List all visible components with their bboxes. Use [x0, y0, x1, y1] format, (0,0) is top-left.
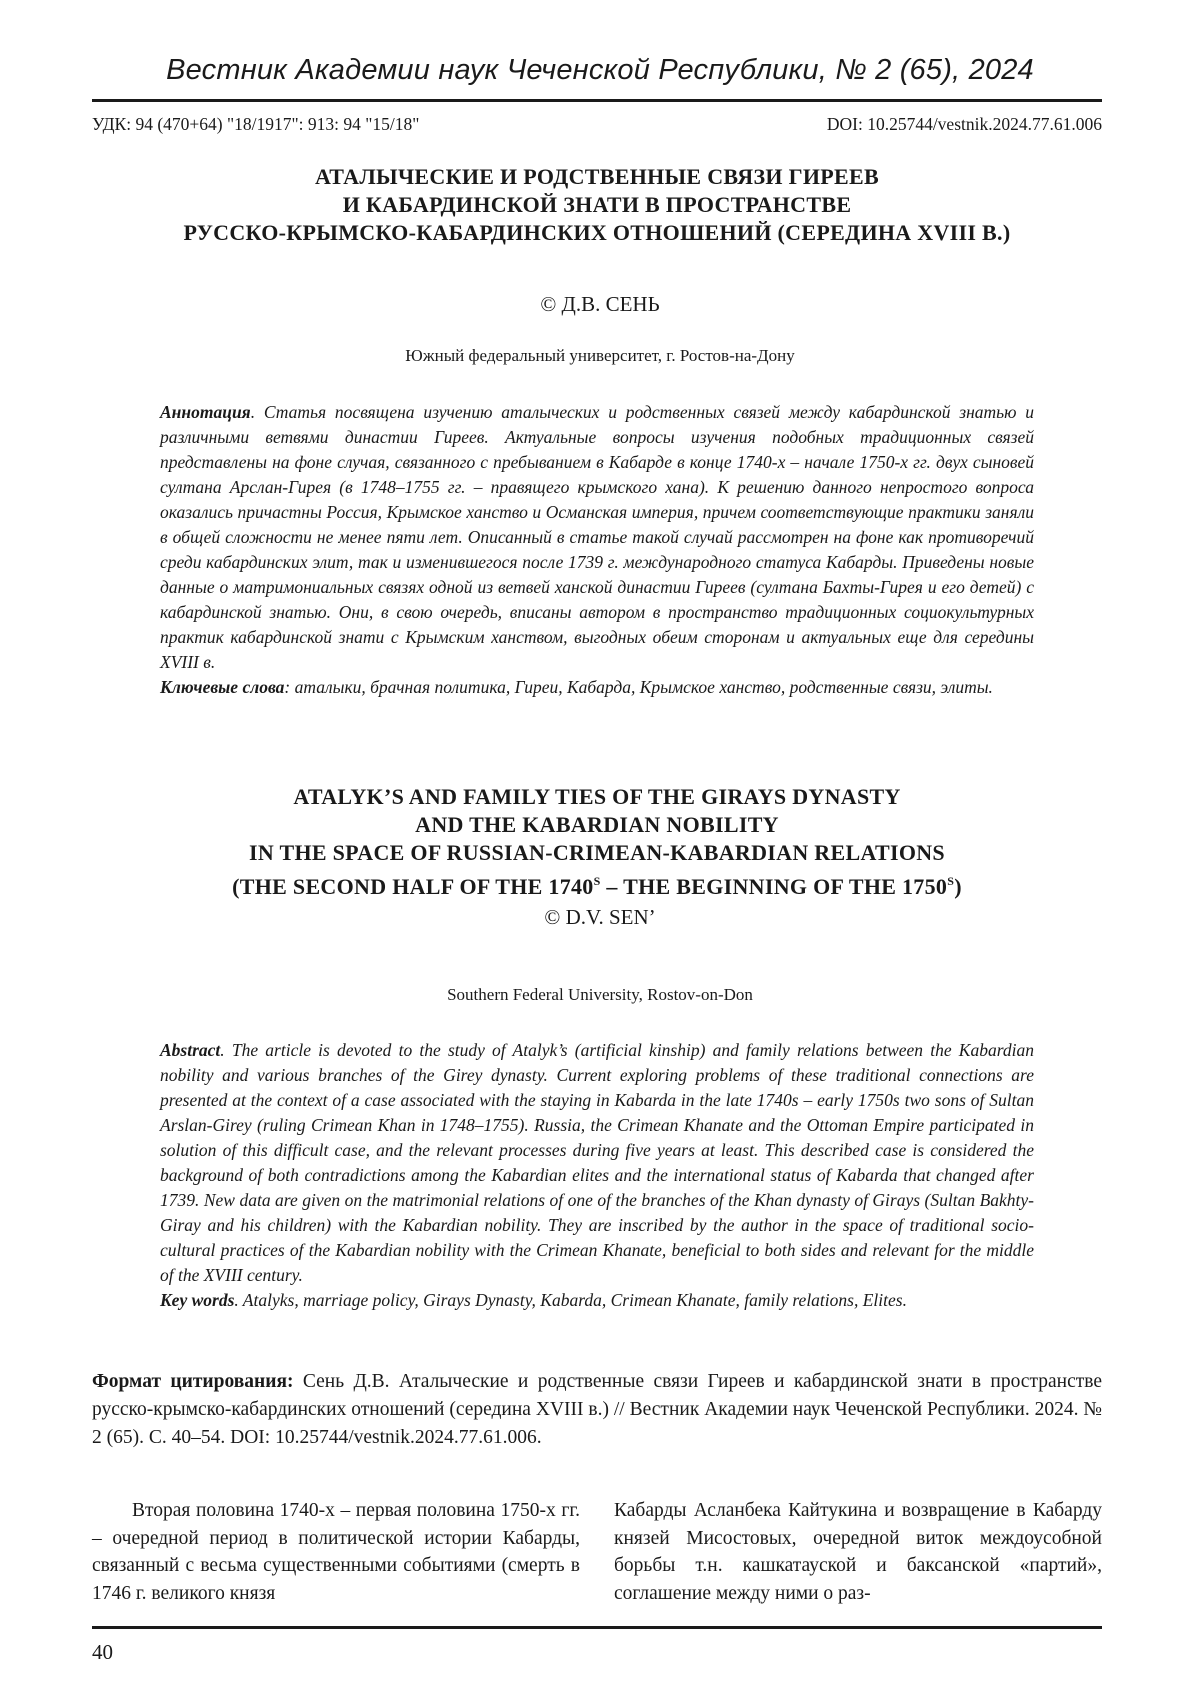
keywords-paragraph — [160, 1288, 1034, 1313]
abstract-paragraph — [160, 400, 1034, 675]
title-russian — [92, 163, 1102, 247]
abstract-label: Abstract — [160, 1040, 221, 1060]
title-line: IN THE SPACE OF RUSSIAN-CRIMEAN-KABARDIAN RELATIONS — [249, 840, 945, 865]
affiliation-english: Southern Federal University, Rostov-on-Don — [447, 985, 753, 1004]
title-line: АТАЛЫЧЕСКИЕ И РОДСТВЕННЫЕ СВЯЗИ ГИРЕЕВ — [315, 164, 879, 189]
footer-rule — [92, 1626, 1102, 1629]
keywords-paragraph — [160, 675, 1034, 700]
citation-label: Формат цитирования: — [92, 1371, 294, 1392]
journal-header: Вестник Академии наук Чеченской Республики, № 2 (65), 2024 — [166, 54, 1034, 86]
author-english: © D.V. SEN’ — [544, 905, 656, 929]
udk-code: УДК: 94 (470+64) "18/1917": 913: 94 "15/18" — [92, 114, 420, 134]
abstract-english — [160, 1038, 1034, 1313]
body-column-left — [92, 1497, 580, 1607]
title-line: AND THE KABARDIAN NOBILITY — [415, 812, 779, 837]
keywords-label: Key words — [160, 1290, 235, 1310]
title-line: РУССКО-КРЫМСКО-КАБАРДИНСКИХ ОТНОШЕНИЙ (СЕРЕДИНА XVIII В.) — [183, 220, 1011, 245]
keywords-text: : аталыки, брачная политика, Гиреи, Кабарда, Крымское ханство, родственные связи, элиты. — [284, 677, 993, 697]
citation-format — [92, 1368, 1102, 1452]
affiliation-russian: Южный федеральный университет, г. Ростов-на-Дону — [405, 346, 795, 365]
keywords-label: Ключевые слова — [160, 677, 285, 697]
title-line: ATALYK’S AND FAMILY TIES OF THE GIRAYS DYNASTY — [293, 784, 901, 809]
abstract-paragraph — [160, 1038, 1034, 1288]
author-russian: © Д.В. СЕНЬ — [540, 292, 660, 316]
citation-text: Сень Д.В. Аталыческие и родственные связи Гиреев и кабардинской знати в пространстве русско-крымско-кабардинских отношений (середина XVIII в.) // Вестник Академии наук Чеченской Республики. 2024. № 2 (65). С. 40–54. DOI: 10.25744/vestnik.2024.77.61.006. — [92, 1371, 1102, 1448]
title-english — [92, 783, 1102, 901]
body-column-right: Кабарды Асланбека Кайтукина и возвращение в Кабарду князей Мисостовых, очередной виток междоусобной борьбы т.н. кашкатауской и баксанской «партий», соглашение между ними о раз- — [614, 1500, 1102, 1604]
title-line: (THE SECOND HALF OF THE $1740^S$ – THE BEGINNING OF THE $1750^S$) — [232, 874, 962, 899]
abstract-text: . Статья посвящена изучению аталыческих и родственных связей между кабардинской знатью и различными ветвями династии Гиреев. Актуальные вопросы изучения подобных традиционных связей представлены на фоне случая, связанного с пребыванием в Кабарде в конце 1740-х – начале 1750-х гг. двух сыновей султана Арслан-Гирея (в 1748–1755 гг. – правящего крымского хана). К решению данного непростого вопроса оказались причастны Россия, Крымское ханство и Османская империя, причем соответствующие практики заняли в общей сложности не менее пяти лет. Описанный в статье такой случай рассмотрен на фоне как противоречий среди кабардинских элит, так и изменившегося после 1739 г. международного статуса Кабарды. Приведены новые данные о матримониальных связях одной из ветвей ханской династии Гиреев (султана Бахты-Гирея и его детей) с кабардинской знатью. Они, в свою очередь, вписаны автором в пространство традиционных социокультурных практик кабардинской знати с Крымским ханством, выгодных обеим сторонам и актуальных еще для середины XVIII в. — [160, 402, 1034, 672]
abstract-text: . The article is devoted to the study of Atalyk’s (artificial kinship) and family relations between the Kabardian nobility and various branches of the Girey dynasty. Current exploring problems of these traditional connections are presented at the context of a case associated with the staying in Kabarda in the late 1740s – early 1750s two sons of Sultan Arslan-Girey (ruling Crimean Khan in 1748–1755). Russia, the Crimean Khanate and the Ottoman Empire participated in solution of this difficult case, and the relevant processes during five years at least. This described case is considered the background of both contradictions among the Kabardian elites and the international status of Kabarda that changed after 1739. New data are given on the matrimonial relations of one of the branches of the Khan dynasty of Girays (Sultan Bakhty-Giray and his children) with the Kabardian nobility. They are inscribed by the author in the space of traditional socio-cultural practices of the Kabardian nobility with the Crimean Khanate, beneficial to both sides and relevant for the middle of the XVIII century. — [160, 1040, 1034, 1285]
title-line: И КАБАРДИНСКОЙ ЗНАТИ В ПРОСТРАНСТВЕ — [342, 192, 852, 217]
abstract-label: Аннотация — [160, 402, 251, 422]
page-number: 40 — [92, 1640, 113, 1664]
doi: DOI: 10.25744/vestnik.2024.77.61.006 — [826, 114, 1102, 134]
abstract-russian — [160, 400, 1034, 700]
header-rule — [92, 99, 1102, 102]
keywords-text: . Atalyks, marriage policy, Girays Dynasty, Kabarda, Crimean Khanate, family relations, Elites. — [234, 1290, 907, 1310]
body-paragraph: Вторая половина 1740-х – первая половина 1750-х гг. – очередной период в политической истории Кабарды, связанный с весьма существенными событиями (смерть в 1746 г. великого князя — [92, 1500, 580, 1604]
